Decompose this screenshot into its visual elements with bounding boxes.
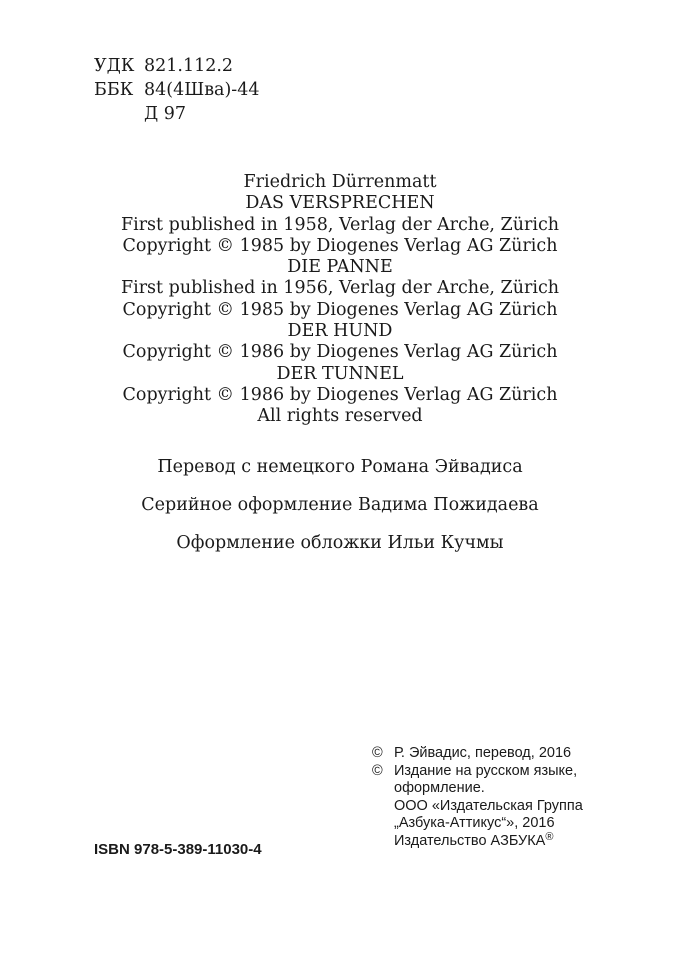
work-title: DAS VERSPRECHEN xyxy=(245,193,435,214)
publication-line: First published in 1958, Verlag der Arche, Zürich xyxy=(120,214,560,235)
copyright-symbol: © xyxy=(372,745,383,761)
copyright-text: Р. Эйвадис, перевод, 2016 xyxy=(394,745,572,761)
copyright-text: Издание на русском языке, xyxy=(394,762,578,779)
work-title: DER TUNNEL xyxy=(276,363,404,384)
work-title: DER HUND xyxy=(287,321,393,342)
udc-label: УДК xyxy=(94,56,135,76)
author-mark-row xyxy=(94,102,260,126)
copyright-line: Copyright © 1985 by Diogenes Verlag AG Zürich xyxy=(122,299,558,320)
publisher-line xyxy=(372,830,583,851)
copyright-block xyxy=(372,745,583,851)
series-design-credit: Серийное оформление Вадима Пожидаева xyxy=(141,495,539,515)
bbk-row xyxy=(94,78,260,102)
copyright-symbol: © xyxy=(372,762,383,779)
copyright-edition xyxy=(372,763,583,781)
udc-row xyxy=(94,54,260,78)
contributors-block xyxy=(0,456,680,570)
rights-credits xyxy=(0,172,680,428)
registered-mark: ® xyxy=(545,830,554,843)
copyright-line: Copyright © 1985 by Diogenes Verlag AG Zürich xyxy=(122,235,558,256)
bbk-label: ББК xyxy=(94,80,134,100)
publication-line: First published in 1956, Verlag der Arche, Zürich xyxy=(120,278,560,299)
author-mark-value: Д 97 xyxy=(144,104,187,124)
isbn: ISBN 978-5-389-11030-4 xyxy=(94,841,262,858)
copyright-line: Copyright © 1986 by Diogenes Verlag AG Zürich xyxy=(122,342,558,363)
copyright-line: Copyright © 1986 by Diogenes Verlag AG Zürich xyxy=(122,384,558,405)
copyright-text: оформление. xyxy=(394,780,485,797)
classification-block xyxy=(94,54,260,126)
copyright-text: ООО «Издательская Группа xyxy=(394,797,583,814)
translator-credit: Перевод с немецкого Романа Эйвадиса xyxy=(157,457,523,477)
author-name: Friedrich Dürrenmatt xyxy=(243,172,437,192)
udc-value: 821.112.2 xyxy=(144,56,234,76)
work-title: DIE PANNE xyxy=(287,257,393,278)
bbk-value: 84(4Шва)-44 xyxy=(144,80,260,100)
copyright-text: „Азбука-Аттикус“», 2016 xyxy=(394,815,555,832)
rights-reserved: All rights reserved xyxy=(257,406,423,427)
publisher-name: Издательство АЗБУКА xyxy=(394,832,546,849)
cover-design-credit: Оформление обложки Ильи Кучмы xyxy=(176,533,504,553)
copyright-translation xyxy=(372,745,583,763)
